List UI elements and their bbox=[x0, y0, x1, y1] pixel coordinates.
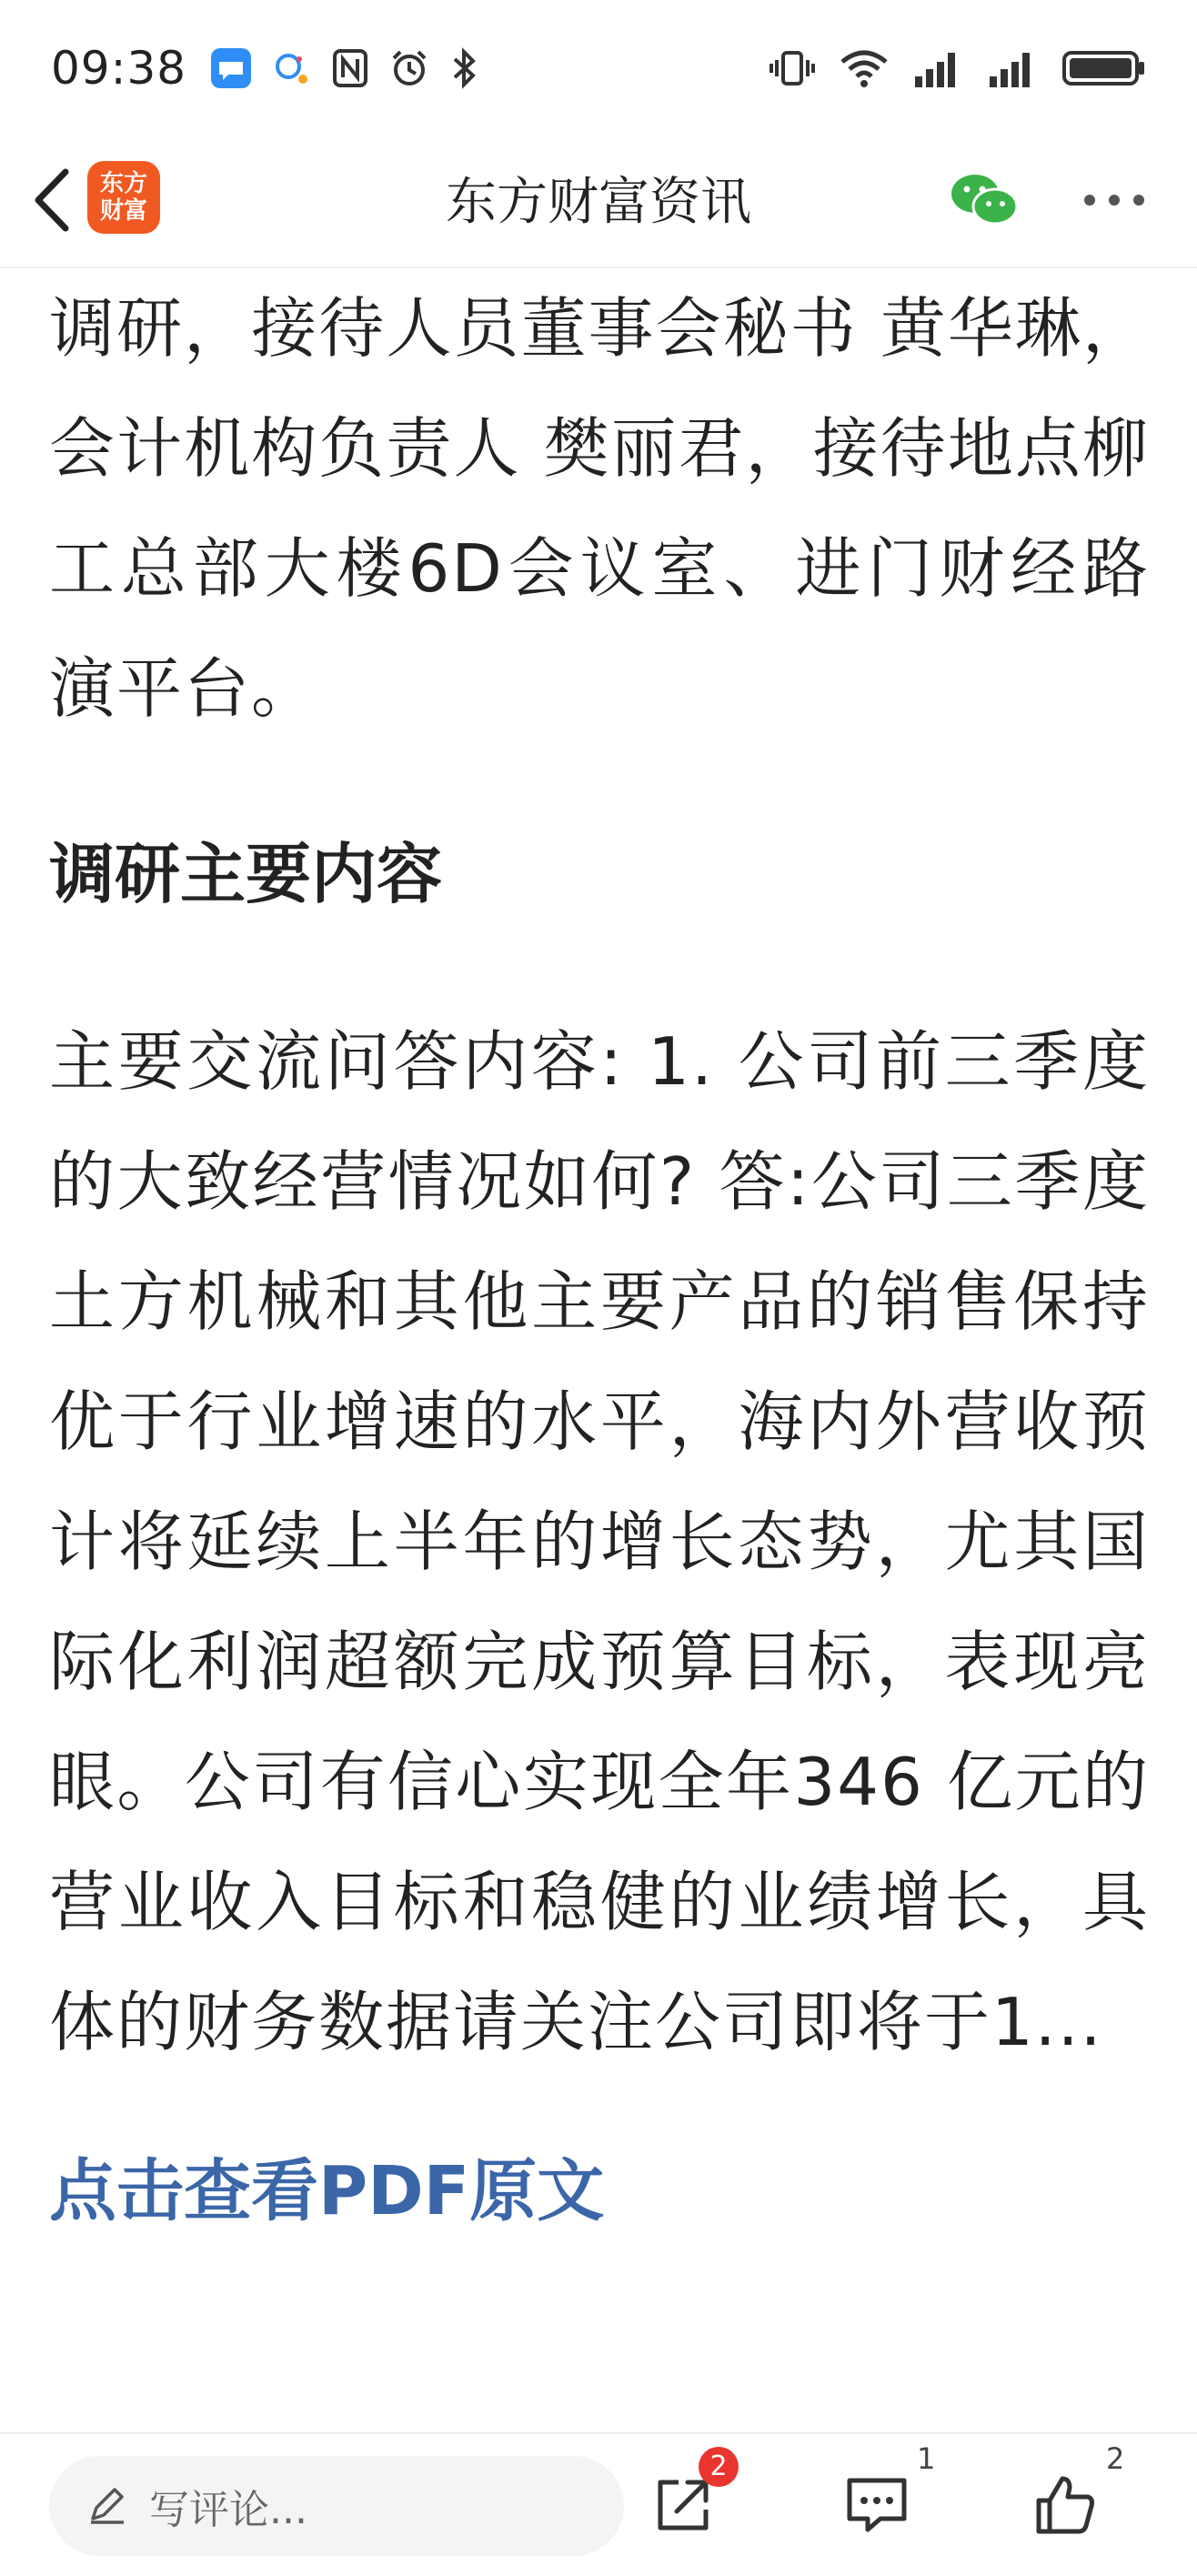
status-time: 09:38 bbox=[51, 42, 187, 95]
alarm-icon bbox=[388, 47, 430, 89]
share-button[interactable] bbox=[651, 2450, 742, 2552]
status-bar bbox=[0, 0, 1197, 136]
wifi-icon bbox=[839, 47, 890, 89]
page-title: 东方财富资讯 bbox=[446, 173, 751, 232]
nfc-icon bbox=[332, 48, 368, 88]
article-body bbox=[49, 268, 1150, 2433]
comment-count: 1 bbox=[917, 2441, 936, 2476]
logo-text-line2: 财富 bbox=[99, 197, 147, 225]
app-logo bbox=[87, 161, 160, 234]
comments-button[interactable] bbox=[844, 2441, 944, 2552]
section-heading: 调研主要内容 bbox=[49, 836, 443, 912]
comment-input[interactable] bbox=[49, 2456, 624, 2556]
battery-icon bbox=[1062, 47, 1146, 89]
vibrate-icon bbox=[770, 47, 815, 89]
back-arrow-icon bbox=[31, 168, 71, 236]
article-paragraph: 主要交流问答内容: 1. 公司前三季度的大致经营情况如何? 答:公司三季度土方机械和其他主要产品的销售保持优于行业增速的水平，海内外营收预计将延续上半年的增长态势，尤其国际化利润超额完成预算目标，表现亮眼。公司有信心实现全年346 亿元的营业收入目标和稳健的业绩增长，具体的财务数据请关注公司即将于1... bbox=[49, 1023, 1150, 2060]
share-icon bbox=[651, 2473, 715, 2541]
like-button[interactable] bbox=[1033, 2441, 1133, 2552]
logo-text-line1: 东方 bbox=[99, 170, 147, 197]
bottom-bar bbox=[0, 2432, 1197, 2576]
thumbs-up-icon bbox=[1033, 2473, 1099, 2541]
share-badge: 2 bbox=[699, 2447, 739, 2487]
status-left-icons bbox=[210, 47, 478, 89]
comment-placeholder: 写评论... bbox=[149, 2487, 307, 2533]
message-app-icon bbox=[210, 47, 252, 89]
back-button[interactable] bbox=[24, 164, 78, 240]
more-button[interactable] bbox=[1073, 164, 1155, 240]
view-pdf-link[interactable]: 点击查看PDF原文 bbox=[49, 2152, 605, 2230]
article-paragraph: 调研，接待人员董事会秘书 黄华琳，会计机构负责人 樊丽君，接待地点柳工总部大楼6D会议室、进门财经路演平台。 bbox=[49, 290, 1150, 727]
wechat-icon bbox=[950, 172, 1019, 232]
bluetooth-icon bbox=[450, 47, 478, 89]
assistant-icon bbox=[272, 48, 312, 88]
like-count: 2 bbox=[1106, 2441, 1125, 2476]
nav-bar bbox=[0, 136, 1197, 268]
signal-icon bbox=[913, 47, 964, 89]
comment-icon bbox=[844, 2473, 910, 2541]
pencil-icon bbox=[87, 2484, 127, 2528]
more-icon bbox=[1082, 193, 1146, 211]
wechat-share-button[interactable] bbox=[946, 164, 1022, 240]
status-right-icons bbox=[770, 47, 1146, 89]
faded-content bbox=[49, 2297, 1150, 2351]
signal-icon bbox=[988, 47, 1039, 89]
